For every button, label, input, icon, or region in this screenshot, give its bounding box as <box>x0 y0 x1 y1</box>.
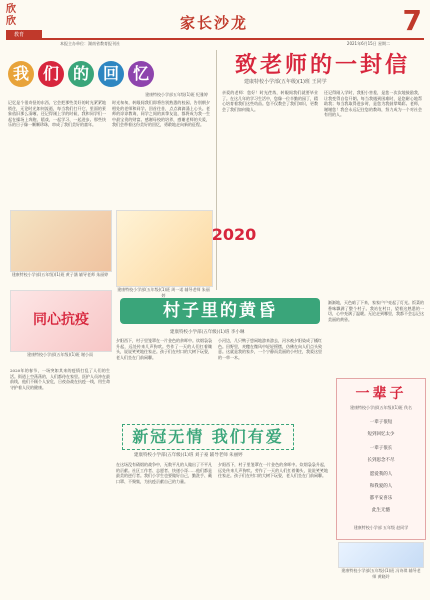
poem-byline: 建康特校小学部(五年级)(1)班 佚名 <box>349 405 413 410</box>
masthead-divider <box>6 38 424 40</box>
memory-byline: 建康特校小学部五年级(1)班 纪雅婷 <box>145 92 208 97</box>
section-title: 家长沙龙 <box>180 14 249 32</box>
covid-byline: 建康特校小学部(五年级)(1)班 刘子豪 辅导老师 朱丽婷 <box>134 453 243 458</box>
bottom-caption: 建康特校小学部(五年级)(1)班 冯诗琪 辅导老师 黄晓玲 <box>341 568 421 579</box>
letter-byline: 建康特校小学部(五年级)(1)班 王同学 <box>244 79 327 85</box>
column-divider <box>216 50 217 290</box>
village-byline: 建康特校小学部(五年级)(1)班 李小琳 <box>170 330 245 335</box>
brand-bar <box>6 30 42 38</box>
meta-right: 2021年6月15日 星期二 <box>346 41 390 46</box>
drawing-caption-2: 建康特校小学部(五年级)(1)班 谢小雨 <box>26 352 94 357</box>
page-number: 7 <box>402 4 422 37</box>
poem-box <box>336 378 426 540</box>
memory-letter-2: 们 <box>38 61 64 87</box>
brand-bar-label: 教育 <box>14 32 25 38</box>
poem-line-3: 一辈子很长 <box>369 446 393 451</box>
village-text-col2: 小河边，几只鸭子悠闲地游来游去，河水被夕阳染成了橘红色。田野里，麦穗在微风中轻轻摇摆，仿佛在向人们点头致意。这就是我的家乡，一个宁静而美丽的小村庄，我爱这里的一草一木。 <box>218 338 322 360</box>
memory-letter-3: 的 <box>68 61 94 87</box>
memory-text-left: 记忆是个很奇怪的东西，它会把那些美好的时光紧紧地锁住，无论时光如何流逝，每当我们打开它，里面的景象依旧那么清晰。还记得刚上学的时候，我和同学们一起在操场上奔跑、嬉戏，一起学习、一起进步。那些快乐的日子像一颗颗珍珠，串成了我们美好的童年。 <box>8 100 106 128</box>
art-year: 2020 <box>211 225 257 244</box>
poem-note: 建康特校小学部 五年级 赵同学 <box>353 525 409 530</box>
poem-line-7: 都平安喜乐 <box>369 496 393 501</box>
meta-left: 本报主办单位：湖南省教育报刊社 <box>60 41 120 46</box>
letter-title: 致老师的一封信 <box>235 52 411 78</box>
poem-title: 一辈子 <box>355 386 407 402</box>
village-text-col1: 夕阳西下，村子里笼罩在一片金色的余晖中。炊烟袅袅升起，远处传来几声狗吠。劳作了一天的人们扛着锄头，说说笑笑地往家走。孩子们在村口的大树下玩耍，老人们坐在门前闲聊。 <box>116 338 212 360</box>
drawing-caption-1: 建康特校小学部(五年级)(1)班 黄子涵 辅导老师 朱丽婷 <box>11 272 109 277</box>
memory-text-right: 时光匆匆，转眼间我们即将告别熟悉的校园，告别朝夕相处的老师和同学。回首往昔，点点滴滴涌上心头。老师的谆谆教诲，同学之间的真挚友谊，都将成为我一生中最宝贵的财富。感谢母校的培养，感谢老师的关爱，我们会带着这份美好的回忆，勇敢地走向新的征程。 <box>112 100 210 128</box>
student-drawing-1 <box>10 210 112 272</box>
tongxin-title: 同心抗疫 <box>33 312 89 328</box>
letter-text-col1: 亲爱的老师：您好！时光荏苒，转眼间我们就要毕业了。在这几年的学习生活中，您像一位辛勤的园丁，精心培育着我们这些幼苗。您不仅教会了我们知识，更教会了我们如何做人。 <box>222 90 318 112</box>
letter-text-col2: 还记得刚入学时，我胆小害羞，是您一次次地鼓励我，让我变得自信开朗。每当我遇到困难时，是您耐心地帮助我；每当我取得进步时，是您为我鼓掌喝彩。老师，谢谢您！我会永远记住您的教诲，努力成为一个对社会有用的人。 <box>324 90 422 118</box>
drawing-caption-3: 建康特校小学部(五年级)(1)班 周一诺 辅导老师 朱丽婷 <box>117 287 210 298</box>
poem-line-6: 和我爱的人 <box>369 484 393 489</box>
student-drawing-2 <box>10 290 112 352</box>
poem-line-2: 短到回忆太少 <box>367 432 395 437</box>
covid-text-col2: 在这场没有硝烟的战争中，无数平凡的人做出了不平凡的贡献。社区工作者、志愿者、快递小哥……他们都是最美的逆行者。我们小学生也要做好自己，勤洗手、戴口罩、不聚集，为抗疫贡献自己的力量。 <box>116 462 212 484</box>
memory-banner <box>8 55 208 95</box>
student-drawing-3 <box>116 210 213 287</box>
memory-letter-1: 我 <box>8 61 34 87</box>
poem-line-1: 一辈子很短 <box>369 420 393 425</box>
bottom-drawing <box>338 542 424 568</box>
covid-text-col1: 2020年的春节，一场突如其来的疫情打乱了人们的生活。街道上空荡荡的，人们都待在家里。医护人员冲在最前线，他们不顾个人安危，日夜奋战在抗疫一线，用生命守护着人民的健康。 <box>10 368 110 390</box>
meta-line <box>60 41 390 47</box>
poem-line-8: 此生无憾 <box>372 508 390 513</box>
covid-title: 新冠无情 我们有爱 <box>122 424 294 450</box>
brand-top: 欣 <box>6 4 16 15</box>
memory-letter-5: 忆 <box>128 61 154 87</box>
village-title: 村子里的黄昏 <box>120 298 320 324</box>
village-text-col3: 渐渐地，天色暗了下来，家家户户亮起了灯光。饭菜的香味飘满了整个村子。我站在村口，望着这熟悉的一切，心中充满了温暖。无论走到哪里，我都不会忘记这美丽的黄昏。 <box>328 300 424 322</box>
poem-line-4: 长到思念不尽 <box>367 458 395 463</box>
memory-letter-4: 回 <box>98 61 124 87</box>
brand-mid: 欣 <box>6 16 16 27</box>
covid-text-col3: 夕阳西下，村子里笼罩在一片金色的余晖中。炊烟袅袅升起，远处传来几声狗吠。劳作了一天的人们扛着锄头，说说笑笑地往家走。孩子们在村口的大树下玩耍，老人们坐在门前闲聊。 <box>218 462 328 479</box>
poem-line-5: 愿爱我的人 <box>369 472 393 477</box>
